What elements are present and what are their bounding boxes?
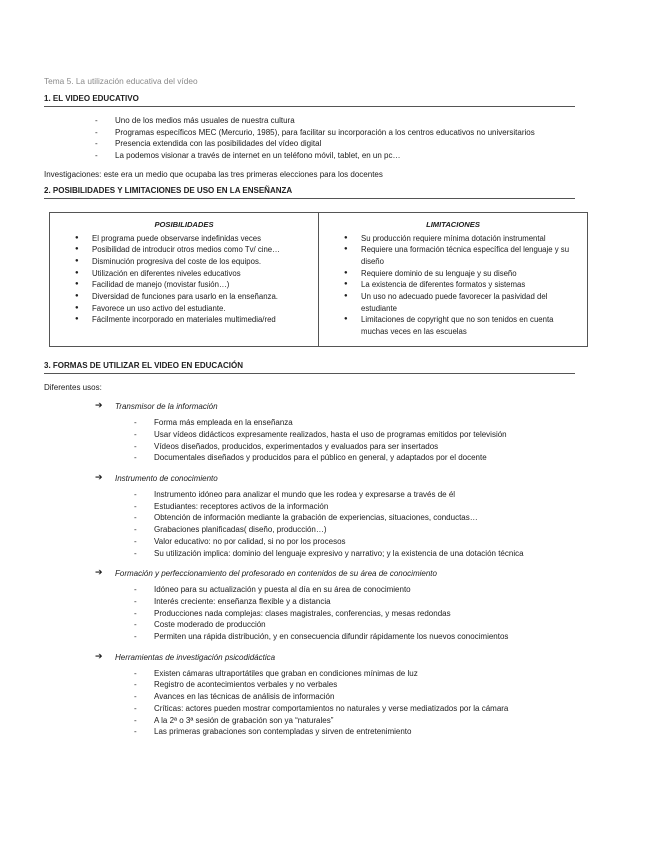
arrow-right-icon: ➔: [95, 400, 103, 411]
possibilities-list: [60, 233, 308, 327]
list-item: - Presencia extendida con las posibilidades del vídeo digital: [115, 138, 575, 150]
use-list: [44, 417, 575, 464]
list-item: - Documentales diseñados y producidos para el público en general, y adaptados por el docente: [154, 452, 575, 464]
use-title: Transmisor de la información: [115, 402, 218, 412]
document-title: Tema 5. La utilización educativa del vídeo: [44, 76, 198, 86]
possibilities-limitations-table: [49, 212, 588, 347]
arrow-right-icon: ➔: [95, 650, 103, 661]
list-item: ● Limitaciones de copyright que no son tenidos en cuenta muchas veces en las escuelas: [361, 314, 577, 337]
section-3-intro: Diferentes usos:: [44, 382, 102, 392]
list-item: - Permiten una rápida distribución, y en consecuencia difundir rápidamente los nuevos conocimientos: [154, 631, 575, 643]
list-item: - Forma más empleada en la enseñanza: [154, 417, 575, 429]
list-item: ● Disminución progresiva del coste de los equipos.: [92, 256, 308, 268]
list-item: ● La existencia de diferentes formatos y sistemas: [361, 279, 577, 291]
limitations-list: [329, 233, 577, 338]
list-item: - Usar vídeos didácticos expresamente realizados, hasta el uso de programas emitidos por televisión: [154, 429, 575, 441]
list-item: - A la 2ª o 3ª sesión de grabación son ya “naturales”: [154, 715, 575, 727]
list-item: - Registro de acontecimientos verbales y no verbales: [154, 679, 575, 691]
list-item: - Su utilización implica: dominio del lenguaje expresivo y narrativo; y la existencia de una dotación técnica: [154, 548, 575, 560]
list-item: ● Favorece un uso activo del estudiante.: [92, 303, 308, 315]
limitations-column: [318, 213, 587, 346]
limitations-title: LIMITACIONES: [426, 219, 480, 229]
section-1-heading: 1. EL VIDEO EDUCATIVO: [44, 94, 575, 107]
list-item: - Obtención de información mediante la grabación de experiencias, situaciones, conductas…: [154, 512, 575, 524]
list-item: - Uno de los medios más usuales de nuestra cultura: [115, 115, 575, 127]
list-item: - Instrumento idóneo para analizar el mundo que les rodea y expresarse a través de él: [154, 489, 575, 501]
list-item: - Idóneo para su actualización y puesta al día en su área de conocimiento: [154, 584, 575, 596]
use-list: [44, 668, 575, 738]
list-item: ● Utilización en diferentes niveles educativos: [92, 268, 308, 280]
list-item: - Las primeras grabaciones son contempladas y sirven de entretenimiento: [154, 726, 575, 738]
list-item: - Existen cámaras ultraportátiles que graban en condiciones mínimas de luz: [154, 668, 575, 680]
section-3-heading: 3. FORMAS DE UTILIZAR EL VIDEO EN EDUCACIÓN: [44, 361, 575, 374]
list-item: - Grabaciones planificadas( diseño, producción…): [154, 524, 575, 536]
list-item: - Vídeos diseñados, producidos, experimentados y evaluados para ser insertados: [154, 441, 575, 453]
section-2-heading: 2. POSIBILIDADES Y LIMITACIONES DE USO EN LA ENSEÑANZA: [44, 186, 575, 199]
list-item: - Programas específicos MEC (Mercurio, 1985), para facilitar su incorporación a los centros educativos no universitarios: [115, 127, 575, 139]
section-1-note: Investigaciones: este era un medio que ocupaba las tres primeras elecciones para los docentes: [44, 169, 383, 179]
use-title: Formación y perfeccionamiento del profesorado en contenidos de su área de conocimiento: [115, 569, 437, 579]
list-item: - Producciones nada complejas: clases magistrales, conferencias, y mesas redondas: [154, 608, 575, 620]
list-item: ● Posibilidad de introducir otros medios como Tv/ cine…: [92, 244, 308, 256]
list-item: ● Requiere dominio de su lenguaje y su diseño: [361, 268, 577, 280]
list-item: ● Diversidad de funciones para usarlo en la enseñanza.: [92, 291, 308, 303]
list-item: ● Facilidad de manejo (movistar fusión…): [92, 279, 308, 291]
use-heading: [44, 568, 575, 579]
list-item: - Valor educativo: no por calidad, si no por los procesos: [154, 536, 575, 548]
list-item: ● El programa puede observarse indefinidas veces: [92, 233, 308, 245]
arrow-right-icon: ➔: [95, 567, 103, 578]
use-title: Instrumento de conocimiento: [115, 474, 218, 484]
use-list: [44, 489, 575, 559]
use-heading: [44, 652, 575, 663]
list-item: ● Un uso no adecuado puede favorecer la pasividad del estudiante: [361, 291, 577, 314]
list-item: - Estudiantes: receptores activos de la información: [154, 501, 575, 513]
list-item: - Críticas: actores pueden mostrar comportamientos no naturales y verse mediatizados por la cámara: [154, 703, 575, 715]
list-item: - Interés creciente: enseñanza flexible y a distancia: [154, 596, 575, 608]
possibilities-title: POSIBILIDADES: [154, 219, 214, 229]
possibilities-column: [50, 213, 318, 346]
list-item: ● Fácilmente incorporado en materiales multimedia/red: [92, 314, 308, 326]
list-item: - La podemos visionar a través de internet en un teléfono móvil, tablet, en un pc…: [115, 150, 575, 162]
section-1-list: [44, 115, 575, 162]
document-page: [44, 76, 575, 747]
list-item: - Coste moderado de producción: [154, 619, 575, 631]
list-item: ● Requiere una formación técnica específica del lenguaje y su diseño: [361, 244, 577, 267]
arrow-right-icon: ➔: [95, 472, 103, 483]
list-item: ● Su producción requiere mínima dotación instrumental: [361, 233, 577, 245]
use-list: [44, 584, 575, 643]
use-heading: [44, 473, 575, 484]
list-item: - Avances en las técnicas de análisis de información: [154, 691, 575, 703]
use-title: Herramientas de investigación psicodidáctica: [115, 652, 276, 662]
use-heading: [44, 401, 575, 412]
